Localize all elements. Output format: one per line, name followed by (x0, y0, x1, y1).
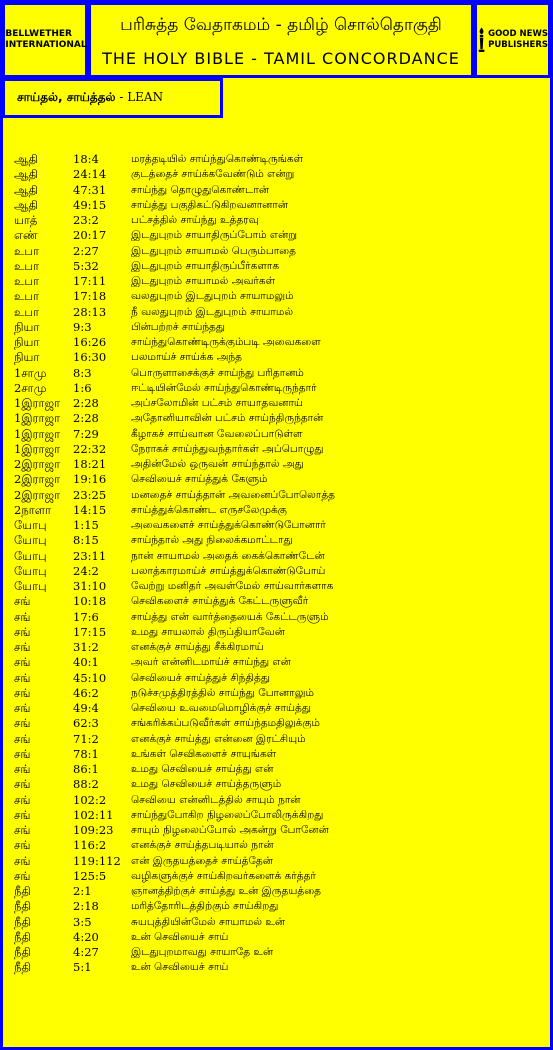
entry-book: 2இராஜா (14, 457, 61, 471)
entry-ref: 86:1 (73, 762, 99, 776)
entry-book: சங் (14, 731, 31, 746)
entry-ref: 4:27 (73, 945, 99, 959)
list-item (14, 564, 544, 579)
entry-ref: 22:32 (73, 441, 107, 456)
list-item (14, 305, 544, 320)
list-item (14, 259, 544, 274)
list-item (14, 228, 544, 243)
list-item (14, 396, 544, 411)
entry-ref: 31:10 (73, 579, 107, 593)
entry-text: மனதைச் சாய்த்தான் அவனைப்போலொத்த (131, 488, 336, 501)
entry-book: சங் (14, 670, 31, 685)
list-item (14, 610, 544, 625)
torch-icon (477, 16, 486, 64)
entry-book: சங் (14, 594, 31, 609)
entry-book: சங் (14, 716, 31, 731)
entry-ref: 2:27 (73, 243, 99, 258)
entry-ref: 17:15 (73, 624, 107, 639)
entry-book: நீதி (14, 899, 31, 914)
entry-book: ஆதி (14, 167, 38, 182)
entry-text: அப்சலோமின் பட்சம் சாயாதவனாய் (131, 397, 303, 409)
entry-book: எண் (14, 228, 38, 243)
entry-ref: 62:3 (73, 716, 99, 731)
entry-text: வலதுபுறம் இடதுபுறம் சாயாமலும் (131, 290, 294, 303)
list-item (14, 518, 544, 533)
list-item (14, 930, 544, 945)
entry-book: சங் (14, 640, 31, 654)
entry-ref: 1:6 (73, 380, 92, 395)
list-item (14, 366, 544, 381)
logo-line-2: INTERNATIONAL (5, 40, 87, 50)
entry-text: அதின்மேல் ஒருவன் சாய்ந்தால் அது (131, 458, 304, 470)
entry-ref: 71:2 (73, 731, 99, 746)
entry-book: நீதி (14, 884, 31, 898)
entry-text: நீ வலதுபுறம் இடதுபுறம் சாயாமல் (131, 305, 294, 318)
entry-ref: 45:10 (73, 670, 107, 685)
entry-book: உபா (14, 274, 39, 288)
entry-ref: 4:20 (73, 929, 99, 944)
entry-text: நேராகச் சாய்ந்துவந்தார்கள் அப்பொழுது (131, 442, 324, 455)
entry-book: சங் (14, 609, 31, 624)
entry-book: 1இராஜா (14, 426, 61, 441)
entry-text: அவர் என்னிடமாய்ச் சாய்ந்து என் (131, 656, 291, 669)
entry-text: மரித்தோரிடத்திற்கும் சாய்கிறது (131, 900, 279, 913)
list-item (14, 320, 544, 335)
entry-book: நீதி (14, 945, 31, 959)
list-item (14, 198, 544, 213)
entry-text: அவைகளைச் சாய்த்துக்கொண்டுபோனார் (131, 519, 326, 531)
entry-text: சங்கரிக்கப்படுவீர்கள் சாய்ந்தமதிலுக்கும் (131, 717, 320, 730)
entry-book: நீதி (14, 960, 31, 975)
entry-text: சுயபுத்தியின்மேல் சாயாமல் உன் (131, 915, 286, 928)
entry-book: யோபு (14, 518, 47, 532)
entry-book: சங் (14, 762, 31, 776)
entry-book: சங் (14, 624, 31, 639)
list-item (14, 686, 544, 701)
entry-ref: 17:6 (73, 609, 99, 624)
entry-ref: 20:17 (73, 228, 107, 243)
title-tamil: பரிசுத்த வேதாகமம் - தமிழ் சொல்தொகுதி (120, 15, 442, 35)
list-item (14, 289, 544, 304)
entry-book: சங் (14, 701, 31, 715)
entry-ref: 5:32 (73, 258, 99, 273)
list-item (14, 625, 544, 640)
list-item (14, 427, 544, 442)
entry-ref: 2:18 (73, 899, 99, 914)
logo-line-2: PUBLISHERS (488, 40, 548, 50)
list-item (14, 960, 544, 975)
entry-ref: 10:18 (73, 594, 107, 609)
list-item (14, 213, 544, 228)
list-item (14, 777, 544, 792)
list-item (14, 579, 544, 594)
entry-book: 1சாமு (14, 365, 47, 380)
entry-ref: 17:11 (73, 274, 107, 288)
entry-text: நடுச்சமுத்திரத்தில் சாய்ந்து போனாலும் (131, 686, 314, 699)
entry-book: சங் (14, 685, 31, 700)
list-item (14, 274, 544, 289)
entry-book: 1இராஜா (14, 396, 61, 410)
list-item (14, 503, 544, 518)
entry-book: சங் (14, 868, 31, 883)
topic-heading (17, 90, 163, 106)
entry-text: மரத்தடியில் சாய்ந்துகொண்டிருங்கள் (131, 153, 304, 165)
entry-ref: 17:18 (73, 289, 107, 304)
list-item (14, 335, 544, 350)
list-item (14, 808, 544, 823)
entry-ref: 2:1 (73, 884, 92, 898)
entry-ref: 14:15 (73, 502, 107, 517)
title-box (88, 2, 474, 78)
entry-text: ஞானத்திற்குச் சாய்த்து உன் இருதயத்தை (131, 885, 321, 897)
entry-text: இடதுபுறம் சாயாதிருப்பீர்களாக (131, 259, 280, 272)
entry-book: யோபு (14, 548, 47, 563)
entry-text: எனக்குச் சாய்த்தபடியால் நான் (131, 839, 274, 852)
entry-text: செவியைச் சாய்த்துச் சிந்தித்து (131, 671, 270, 684)
entry-text: செவியைச் சாய்த்துக் கேளும் (131, 473, 268, 486)
list-item (14, 884, 544, 899)
entry-text: உமது செவியைச் சாய்த்து என் (131, 763, 274, 775)
entry-text: இடதுபுறம் சாயாதிருப்போம் என்று (131, 229, 298, 242)
bellwether-logo (2, 2, 88, 78)
entry-ref: 3:5 (73, 914, 92, 929)
entry-text: பின்பற்றச் சாய்ந்தது (131, 320, 226, 333)
entry-book: 1இராஜா (14, 441, 61, 456)
list-item (14, 915, 544, 930)
entry-text: உன் செவியைச் சாய் (131, 961, 229, 974)
entry-text: இடதுபுறமாவது சாயாதே உன் (131, 946, 274, 958)
list-item (14, 411, 544, 426)
entry-book: உபா (14, 258, 39, 273)
entry-ref: 23:2 (73, 213, 99, 227)
entry-book: நீதி (14, 914, 31, 929)
entry-book: யோபு (14, 579, 47, 593)
entry-ref: 49:15 (73, 197, 107, 212)
topic-tamil: சாய்தல், சாய்த்தல் (17, 90, 116, 104)
entry-text: சாய்ந்தால் அது நிலைக்கமாட்டாது (131, 534, 293, 547)
entry-text: பொருளாசைக்குச் சாய்ந்து பரிதானம் (131, 366, 304, 379)
list-item (14, 167, 544, 182)
list-item (14, 549, 544, 564)
entry-book: நீதி (14, 929, 31, 944)
entry-ref: 109:23 (73, 823, 114, 837)
entry-text: சாய்ந்துகொண்டிருக்கும்படி அவைகளை (131, 336, 321, 348)
entry-ref: 23:25 (73, 487, 107, 502)
entry-book: உபா (14, 304, 39, 319)
list-item (14, 244, 544, 259)
list-item (14, 488, 544, 503)
entry-ref: 2:28 (73, 411, 99, 426)
entry-ref: 1:15 (73, 518, 99, 532)
entry-ref: 102:2 (73, 792, 107, 807)
entry-text: செவிகளைச் சாய்த்துக் கேட்டருளுவீர் (131, 595, 309, 608)
entry-text: சாய்த்துக்கொண்ட எருசலேமுக்கு (131, 503, 287, 516)
entry-ref: 2:28 (73, 396, 99, 410)
list-item (14, 381, 544, 396)
entry-book: நியா (14, 319, 40, 334)
topic-english: LEAN (127, 90, 164, 104)
entry-text: உமது சாயலால் திருப்தியாவேன் (131, 625, 285, 638)
entry-ref: 19:16 (73, 472, 107, 487)
entry-ref: 9:3 (73, 319, 92, 334)
entry-ref: 88:2 (73, 777, 99, 792)
entry-ref: 8:15 (73, 533, 99, 548)
entry-text: சாய்த்து என் வார்த்தையைக் கேட்டருளும் (131, 610, 329, 623)
entry-book: உபா (14, 243, 39, 258)
entry-text: எனக்குச் சாய்த்து சீக்கிரமாய் (131, 641, 264, 653)
list-item (14, 869, 544, 884)
list-item (14, 594, 544, 609)
entry-book: சங் (14, 655, 31, 670)
entry-ref: 31:2 (73, 640, 99, 654)
list-item (14, 701, 544, 716)
entry-book: சங் (14, 792, 31, 807)
entry-ref: 47:31 (73, 182, 107, 197)
list-item (14, 716, 544, 731)
good-news-logo (474, 2, 551, 78)
entry-text: என் இருதயத்தைச் சாய்த்தேன் (131, 854, 273, 867)
entry-ref: 46:2 (73, 685, 99, 700)
list-item (14, 152, 544, 167)
entry-text: சாய்த்து பகுதிகட்டுகிறவனானான் (131, 198, 289, 211)
list-item (14, 793, 544, 808)
entry-ref: 18:21 (73, 457, 107, 471)
entry-book: சங் (14, 823, 31, 837)
entry-text: வேற்று மனிதர் அவள்மேல் சாய்வார்களாக (131, 580, 334, 592)
list-item (14, 747, 544, 762)
entry-book: 2இராஜா (14, 487, 61, 502)
entry-book: ஆதி (14, 182, 38, 197)
entry-ref: 78:1 (73, 746, 99, 761)
entry-ref: 40:1 (73, 655, 99, 670)
list-item (14, 899, 544, 914)
entry-book: 2இராஜா (14, 472, 61, 487)
entry-book: நியா (14, 335, 40, 349)
entry-text: சாய்ந்து தொழுதுகொண்டான் (131, 183, 270, 196)
entry-book: சங் (14, 807, 31, 822)
list-item (14, 472, 544, 487)
entry-book: சங் (14, 853, 31, 868)
entry-ref: 7:29 (73, 426, 99, 441)
entry-ref: 28:13 (73, 304, 107, 319)
list-item (14, 183, 544, 198)
entry-ref: 5:1 (73, 960, 92, 975)
logo-line-1: BELLWETHER (5, 29, 72, 39)
entry-book: சங் (14, 746, 31, 761)
entry-text: நான் சாயாமல் அதைக் கைக்கொண்டேன் (131, 549, 325, 562)
entry-text: செவியை என்னிடத்தில் சாயும் நான் (131, 793, 301, 806)
entry-text: உமது செவியைச் சாய்த்தருளும் (131, 778, 282, 791)
title-english: THE HOLY BIBLE - TAMIL CONCORDANCE (102, 49, 460, 68)
entry-book: சங் (14, 777, 31, 792)
entry-ref: 116:2 (73, 838, 107, 853)
entry-text: குடத்தைச் சாய்க்கவேண்டும் என்று (131, 168, 295, 181)
entry-book: நியா (14, 350, 40, 365)
entry-ref: 16:30 (73, 350, 107, 365)
entry-text: சாயும் நிழலைப்போல் அகன்று போனேன் (131, 824, 329, 836)
entry-text: இடதுபுறம் சாயாமல் பெரும்பாதை (131, 244, 296, 257)
topic-box (2, 78, 223, 118)
list-item (14, 838, 544, 853)
logo-line-1: GOOD NEWS (488, 29, 548, 39)
entry-ref: 18:4 (73, 152, 99, 166)
entry-text: ஈட்டியின்மேல் சாய்ந்துகொண்டிருந்தார் (131, 381, 317, 394)
entry-text: உங்கள் செவிகளைச் சாயுங்கள் (131, 747, 277, 760)
topic-separator: - (115, 90, 128, 104)
entry-text: பட்சத்தில் சாய்ந்து உத்தரவு (131, 214, 259, 226)
list-item (14, 732, 544, 747)
entry-text: வழிகளுக்குச் சாய்கிறவர்களைக் கர்த்தர் (131, 869, 316, 882)
entry-text: எனக்குச் சாய்த்து என்னை இரட்சியும் (131, 732, 306, 745)
list-item (14, 762, 544, 777)
list-item (14, 640, 544, 655)
entry-text: கீழாகச் சாய்வான வேலைப்பாடுள்ள (131, 427, 303, 440)
entry-book: 2சாமு (14, 380, 47, 395)
entry-book: யோபு (14, 563, 47, 578)
entry-text: அதோனியாவின் பட்சம் சாய்ந்திருந்தான் (131, 412, 324, 425)
entry-book: உபா (14, 289, 39, 304)
entry-text: பலாத்காரமாய்ச் சாய்த்துக்கொண்டுபோய் (131, 564, 326, 577)
list-item (14, 457, 544, 472)
entry-ref: 23:11 (73, 548, 107, 563)
entry-book: ஆதி (14, 197, 38, 212)
entry-ref: 125:5 (73, 868, 107, 883)
entry-ref: 8:3 (73, 365, 92, 380)
entry-ref: 49:4 (73, 701, 99, 715)
list-item (14, 671, 544, 686)
entry-book: 2நாளா (14, 502, 52, 517)
entry-text: செவியை உவமைமொழிக்குச் சாய்த்து (131, 702, 311, 714)
entry-book: யாத் (14, 213, 38, 227)
list-item (14, 655, 544, 670)
list-item (14, 823, 544, 838)
entry-book: யோபு (14, 533, 47, 548)
list-item (14, 945, 544, 960)
entry-text: பலமாய்ச் சாய்க்க அந்த (131, 351, 242, 364)
entry-book: சங் (14, 838, 31, 853)
entry-text: சாய்ந்துபோகிற நிழலைப்போலிருக்கிறது (131, 808, 324, 821)
entry-ref: 24:2 (73, 563, 99, 578)
entry-ref: 24:14 (73, 167, 107, 182)
entry-text: உன் செவியைச் சாய் (131, 930, 229, 943)
concordance-list (14, 152, 544, 976)
list-item (14, 533, 544, 548)
list-item (14, 350, 544, 365)
entry-ref: 16:26 (73, 335, 107, 349)
entry-ref: 102:11 (73, 807, 114, 822)
list-item (14, 854, 544, 869)
list-item (14, 442, 544, 457)
entry-text: இடதுபுறம் சாயாமல் அவர்கள் (131, 275, 276, 287)
entry-book: 1இராஜா (14, 411, 61, 426)
entry-ref: 119:112 (73, 853, 121, 868)
entry-book: ஆதி (14, 152, 38, 166)
